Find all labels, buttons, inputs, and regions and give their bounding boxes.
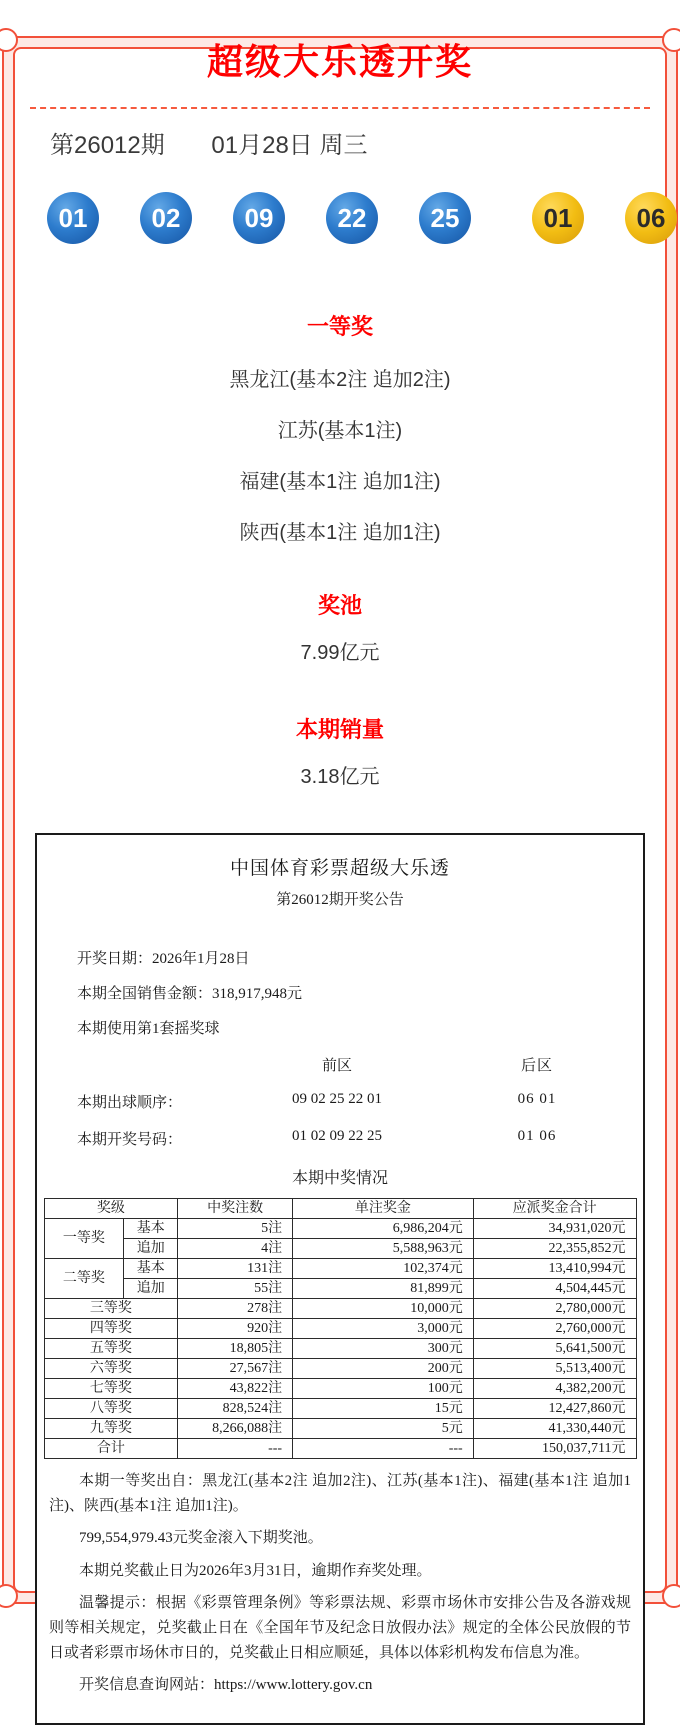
winning-front-numbers: 01 02 09 22 25	[292, 1128, 382, 1144]
dashed-divider	[30, 107, 650, 109]
sales-value: 3.18亿元	[300, 766, 380, 788]
note-website: 开奖信息查询网站：https://www.lottery.gov.cn	[79, 1677, 373, 1694]
front-ball: 22	[326, 192, 378, 244]
note-claim-deadline: 本期兑奖截止日为2026年3月31日，逾期作弃奖处理。	[79, 1562, 432, 1579]
jackpot-value: 7.99亿元	[300, 642, 380, 664]
front-ball: 25	[419, 192, 471, 244]
winning-numbers-row	[37, 1128, 643, 1149]
back-ball: 01	[532, 192, 584, 244]
table-row: 追加 4注 5,588,963元 22,355,852元	[44, 1239, 636, 1259]
first-prize-winner: 黑龙江(基本2注 追加2注)	[229, 369, 451, 391]
table-row: 六等奖 27,567注 200元 5,513,400元	[44, 1359, 636, 1379]
first-prize-winner: 福建(基本1注 追加1注)	[239, 471, 441, 493]
winning-balls	[47, 192, 680, 244]
sequence-back-numbers: 06 01	[517, 1091, 557, 1107]
col-header-total: 应派奖金合计	[473, 1199, 636, 1219]
numbers-label: 本期开奖号码：	[77, 1132, 183, 1148]
sequence-label: 本期出球顺序：	[77, 1095, 183, 1111]
front-ball: 09	[233, 192, 285, 244]
back-ball: 06	[625, 192, 677, 244]
table-row: 九等奖 8,266,088注 5元 41,330,440元	[44, 1419, 636, 1439]
table-row: 七等奖 43,822注 100元 4,382,200元	[44, 1379, 636, 1399]
table-row: 三等奖 278注 10,000元 2,780,000元	[44, 1299, 636, 1319]
note-first-prize-origin: 本期一等奖出自：黑龙江(基本2注 追加2注)、江苏(基本1注)、福建(基本1注 追加1注)、陕西(基本1注 追加1注)。	[49, 1473, 631, 1515]
draw-date: 01月28日 周三	[211, 132, 368, 159]
page-content	[0, 34, 680, 1725]
official-announcement	[35, 833, 645, 1725]
note-rollover: 799,554,979.43元奖金滚入下期奖池。	[79, 1530, 323, 1547]
sales-heading: 本期销量	[295, 717, 384, 742]
col-header-count: 中奖注数	[178, 1199, 293, 1219]
note-reminder: 温馨提示：根据《彩票管理条例》等彩票法规、彩票市场休市安排公告及各游戏规则等相关规定，兑奖截止日在《全国年节及纪念日放假办法》规定的全体公民放假的节日或者彩票市场休市日的，兑奖截止日相应顺延，具体以体彩机构发布信息为准。	[49, 1594, 631, 1662]
announcement-title: 中国体育彩票超级大乐透	[229, 858, 450, 879]
draw-date-line: 开奖日期：2026年1月28日	[77, 951, 250, 967]
announcement-notes	[37, 1469, 643, 1699]
first-prize-heading: 一等奖	[306, 314, 373, 339]
sales-amount-line: 本期全国销售金额：318,917,948元	[77, 986, 303, 1002]
announcement-info	[37, 947, 643, 1038]
announcement-subtitle: 第26012期开奖公告	[276, 892, 404, 908]
winning-back-numbers: 01 06	[517, 1128, 557, 1144]
table-row: 一等奖 基本 5注 6,986,204元 34,931,020元	[44, 1219, 636, 1239]
front-ball: 01	[47, 192, 99, 244]
table-row: 五等奖 18,805注 300元 5,641,500元	[44, 1339, 636, 1359]
front-zone-label: 前区	[321, 1058, 352, 1074]
first-prize-winner: 江苏(基本1注)	[277, 420, 403, 442]
prize-table-title: 本期中奖情况	[291, 1170, 388, 1187]
draw-info	[50, 125, 680, 160]
table-total-row: 合计 --- --- 150,037,711元	[44, 1439, 636, 1459]
col-header-level: 奖级	[44, 1199, 178, 1219]
page-title: 超级大乐透开奖	[206, 41, 473, 82]
jackpot-heading: 奖池	[317, 593, 362, 618]
prize-table	[44, 1198, 637, 1459]
first-prize-winner: 陕西(基本1注 追加1注)	[239, 522, 441, 544]
table-row: 追加 55注 81,899元 4,504,445元	[44, 1279, 636, 1299]
ball-sequence-row	[37, 1091, 643, 1112]
col-header-single: 单注奖金	[293, 1199, 474, 1219]
zone-header-row	[37, 1054, 643, 1075]
table-header-row	[44, 1199, 636, 1219]
table-row: 四等奖 920注 3,000元 2,760,000元	[44, 1319, 636, 1339]
ball-set-line: 本期使用第1套摇奖球	[77, 1021, 220, 1037]
draw-number: 第26012期	[50, 132, 165, 159]
front-ball: 02	[140, 192, 192, 244]
back-zone-label: 后区	[520, 1058, 553, 1074]
sequence-front-numbers: 09 02 25 22 01	[292, 1091, 382, 1107]
table-row: 二等奖 基本 131注 102,374元 13,410,994元	[44, 1259, 636, 1279]
table-row: 八等奖 828,524注 15元 12,427,860元	[44, 1399, 636, 1419]
